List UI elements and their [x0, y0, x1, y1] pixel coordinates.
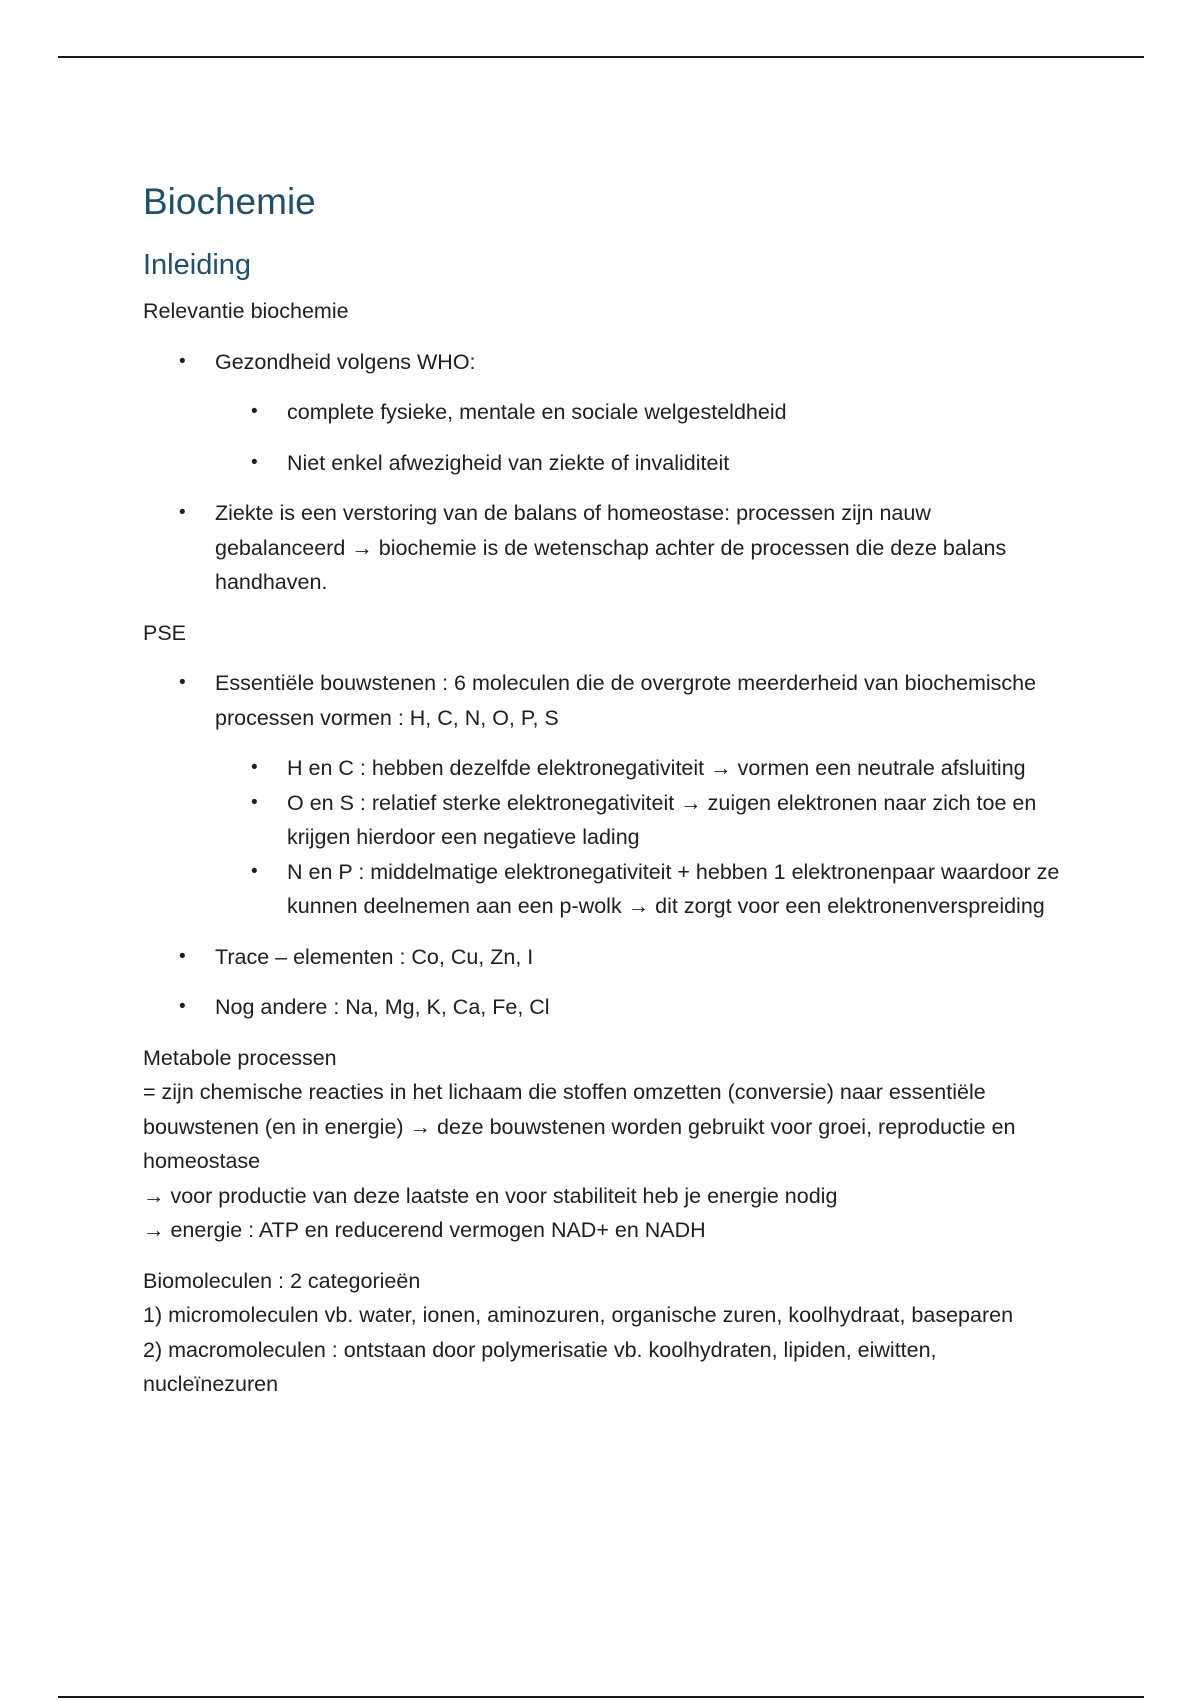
- sub-list-item: • Niet enkel afwezigheid van ziekte of invaliditeit: [215, 446, 1063, 481]
- section-heading: Inleiding: [143, 249, 252, 281]
- list-item-text: Gezondheid volgens WHO:: [215, 349, 476, 374]
- list-item: • Ziekte is een verstoring van de balans of homeostase: processen zijn nauw gebalanceerd → biochemie is de wetenschap achter de processen die deze balans handhaven.: [143, 496, 1063, 600]
- list-item: • Nog andere : Na, Mg, K, Ca, Fe, Cl: [143, 990, 1063, 1025]
- sub-list-item: • H en C : hebben dezelfde elektronegativiteit → vormen een neutrale afsluiting: [215, 751, 1063, 786]
- metabolic-heading: Metabole processen: [143, 1045, 337, 1070]
- sub-list-item: • O en S : relatief sterke elektronegativiteit → zuigen elektronen naar zich toe en krijgen hierdoor een negatieve lading: [215, 786, 1063, 855]
- paragraph: = zijn chemische reacties in het lichaam die stoffen omzetten (conversie) naar essentiële bouwstenen (en in energie) → deze bouwstenen worden gebruikt voor groei, reproductie en homeostase: [143, 1080, 1016, 1173]
- sub-list-item: • complete fysieke, mentale en sociale welgesteldheid: [215, 395, 1063, 430]
- sub-list: [215, 751, 1063, 924]
- sub-list: [215, 395, 1063, 480]
- paragraph: 1) micromoleculen vb. water, ionen, aminozuren, organische zuren, koolhydraat, baseparen: [143, 1303, 1014, 1327]
- document-title: Biochemie: [143, 181, 316, 222]
- relevance-heading: Relevantie biochemie: [143, 299, 349, 323]
- list-item: [143, 666, 1063, 924]
- paragraph: 2) macromoleculen : ontstaan door polymerisatie vb. koolhydraten, lipiden, eiwitten, nucleïnezuren: [143, 1337, 937, 1396]
- header-rule: [58, 56, 1144, 58]
- biomolecules-heading: Biomoleculen : 2 categorieën: [143, 1268, 421, 1293]
- sub-list-item: • N en P : middelmatige elektronegativiteit + hebben 1 elektronenpaar waardoor ze kunnen deelnemen aan een p-wolk → dit zorgt voor een elektronenverspreiding: [215, 855, 1063, 924]
- relevance-list: [143, 345, 1063, 600]
- list-item: [143, 345, 1063, 481]
- metabolic-block: [143, 1041, 1063, 1248]
- footer-rule: [58, 1696, 1144, 1698]
- pse-list: [143, 666, 1063, 1025]
- paragraph: → voor productie van deze laatste en voor stabiliteit heb je energie nodig: [143, 1183, 838, 1208]
- list-item-text: Essentiële bouwstenen : 6 moleculen die de overgrote meerderheid van biochemische processen vormen : H, C, N, O, P, S: [215, 671, 1037, 730]
- document-body: [143, 178, 1063, 1402]
- paragraph: → energie : ATP en reducerend vermogen NAD+ en NADH: [143, 1218, 706, 1242]
- pse-heading: PSE: [143, 620, 187, 645]
- biomolecules-block: [143, 1264, 1063, 1402]
- list-item: • Trace – elementen : Co, Cu, Zn, I: [143, 940, 1063, 975]
